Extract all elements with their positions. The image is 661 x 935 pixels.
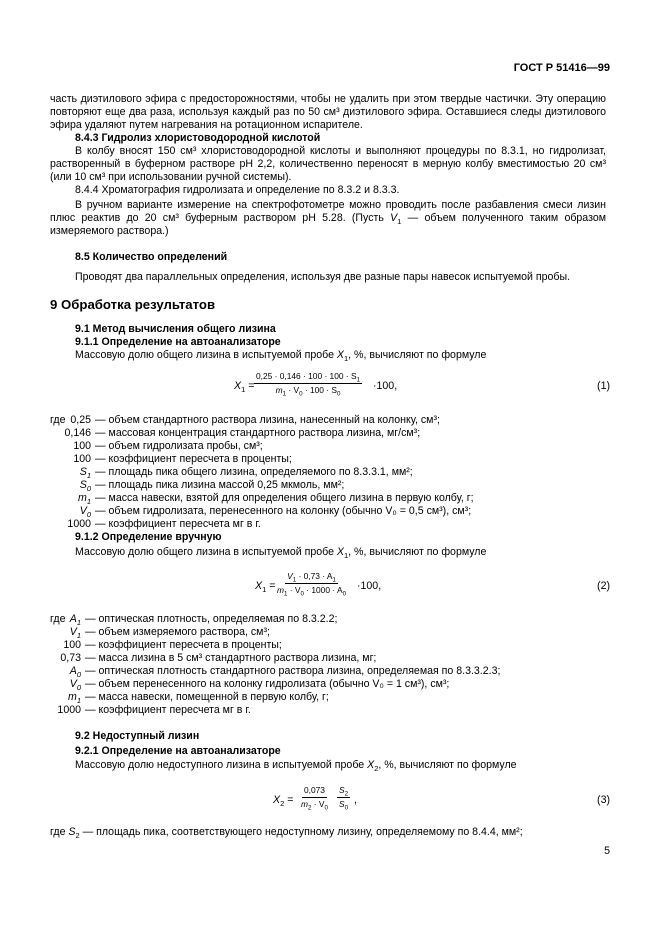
def-symbol: $m_1$	[68, 691, 81, 706]
section-9-2-1-intro: Массовую долю недоступного лизина в испытуемой пробе $X_2$, %, вычисляют по формуле	[75, 759, 517, 774]
def-symbol: $A_1$	[69, 613, 81, 628]
formula-3-fraction-b: $\frac{S_2}{S_0}$	[339, 785, 349, 812]
section-8-4-4-paragraph: 8.4.4 Хроматография гидролизата и определение по 8.3.2 и 8.3.3.	[75, 184, 400, 196]
def-text: — коэффициент пересчета в проценты;	[95, 453, 292, 465]
formula-1-lhs: $X_1$ =	[234, 380, 255, 395]
def-text: — массовая концентрация стандартного раствора лизина, мг/см³;	[95, 427, 421, 439]
formula-3-lhs: $X_2$ =	[273, 794, 294, 809]
def-text: — оптическая плотность стандартного раствора лизина, определяемая по 8.3.3.2.3;	[85, 665, 501, 677]
def-text: — площадь пика лизина массой 0,25 мкмоль, мм²;	[95, 479, 345, 491]
section-9-2-heading: 9.2 Недоступный лизин	[75, 730, 200, 742]
def-symbol: $m_1$	[78, 492, 91, 507]
def-text: — площадь пика общего лизина, определяемого по 8.3.3.1, мм²;	[95, 466, 413, 478]
def-text: — оптическая плотность, определяемая по 8.3.2.2;	[85, 613, 338, 625]
def-symbol: $A_0$	[69, 665, 81, 680]
def-text: — объем гидролизата, перенесенного на колонку (обычно V₀ = 0,5 см³), см³;	[95, 505, 472, 517]
def-text: — масса лизина в 5 см³ стандартного раствора лизина, мг;	[85, 652, 377, 664]
section-9-1-heading: 9.1 Метод вычисления общего лизина	[75, 323, 276, 335]
where-label-1: где	[50, 414, 66, 426]
def-text: — масса навески, взятой для определения общего лизина в первую колбу, г;	[95, 492, 474, 504]
def-symbol: 1000	[57, 704, 81, 716]
def-symbol: $V_0$	[79, 505, 91, 520]
def-symbol: $S_0$	[79, 479, 91, 494]
def-symbol: 0,25	[70, 414, 91, 426]
formula-1-number: (1)	[597, 380, 610, 392]
section-9-1-2-heading: 9.1.2 Определение вручную	[75, 531, 222, 543]
formula-2-lhs: $X_1$ =	[255, 580, 276, 595]
document-code: ГОСТ Р 51416—99	[513, 62, 610, 74]
section-9-1-1-intro: Массовую долю общего лизина в испытуемой пробе $X_1$, %, вычисляют по формуле	[75, 349, 487, 364]
def-text: — объем стандартного раствора лизина, нанесенный на колонку, см³;	[95, 414, 440, 426]
where-definition-3: где $S_2$ — площадь пика, соответствующего недоступному лизину, определяемому по 8.4.4, мм²;	[50, 826, 523, 841]
formula-2-number: (2)	[597, 580, 610, 592]
manual-variant-paragraph: В ручном варианте измерение на спектрофотометре можно проводить после разбавления смеси лизин плюс реактив до 20 см³ буферным раствором рН 5.28. (Пусть $V_1$ — объем полученного таким образом измеряемого раствора.)	[50, 199, 606, 237]
def-symbol: 100	[73, 453, 91, 465]
section-9-1-2-intro: Массовую долю общего лизина в испытуемой пробе $X_1$, %, вычисляют по формуле	[75, 546, 487, 561]
section-8-4-3-heading: 8.4.3 Гидролиз хлористоводородной кислотой	[75, 132, 321, 144]
def-symbol: 0,146	[64, 427, 91, 439]
def-symbol: 100	[63, 639, 81, 651]
def-text: — объем гидролизата пробы, см³;	[95, 440, 263, 452]
def-text: — коэффициент пересчета мг в г.	[95, 518, 261, 530]
def-text: — коэффициент пересчета мг в г.	[85, 704, 251, 716]
formula-1-tail: ·100,	[373, 380, 398, 392]
intro-paragraph: часть диэтилового эфира с предосторожностями, чтобы не удалить при этом твердые частички. Эту операцию повторяют еще два раза, используя каждый раз по 50 см³ диэтилового эфира. Оставшиеся следы диэтилового эфира удаляют путем нагревания на ротационном испарителе.	[50, 93, 606, 131]
def-symbol: 0,73	[60, 652, 81, 664]
formula-1-fraction: $\frac{0,25 \cdot 0,146 \cdot 100 \cdot 100 \cdot S_1}{m_1 \cdot V_0 \cdot 100 \cdot S_0}$	[256, 371, 361, 398]
formula-3-fraction-a: $\frac{0,073}{m_2 \cdot V_0}$	[301, 785, 328, 812]
formula-3-tail: ,	[354, 794, 357, 806]
def-symbol: 1000	[67, 518, 91, 530]
section-8-5-heading: 8.5 Количество определений	[75, 251, 228, 263]
def-symbol: $V_1$	[69, 626, 81, 641]
page-number: 5	[604, 845, 610, 857]
formula-2-tail: ·100,	[357, 580, 382, 592]
section-9-1-1-heading: 9.1.1 Определение на автоанализаторе	[75, 336, 281, 348]
def-symbol: $S_1$	[79, 466, 91, 481]
def-symbol: 100	[73, 440, 91, 452]
formula-2-fraction: $\frac{V_1 \cdot 0,73 \cdot A_1}{m_1 \cdot V_0 \cdot 1000 \cdot A_0}$	[277, 571, 347, 598]
def-text: — коэффициент пересчета в проценты;	[85, 639, 282, 651]
def-text: — объем измеряемого раствора, см³;	[85, 626, 270, 638]
where-label-2: где	[50, 613, 66, 625]
def-symbol: $V_0$	[69, 678, 81, 693]
def-text: — масса навески, помещенной в первую колбу, г;	[85, 691, 329, 703]
section-8-4-3-paragraph: В колбу вносят 150 см³ хлористоводородной кислоты и выполняют процедуры по 8.3.1, но гидролизат, растворенный в буферном растворе рН 2,2, количественно переносят в мерную колбу вместимостью 20 см³ (или 10 см³ при использовании ручной системы).	[50, 145, 606, 183]
section-9-2-1-heading: 9.2.1 Определение на автоанализаторе	[75, 745, 281, 757]
formula-3-number: (3)	[597, 794, 610, 806]
section-8-5-paragraph: Проводят два параллельных определения, используя две разные пары навесок испытуемой пробы.	[75, 271, 571, 283]
def-text: — объем перенесенного на колонку гидролизата (обычно V₀ = 1 см³), см³;	[85, 678, 450, 690]
section-9-heading: 9 Обработка результатов	[50, 297, 216, 312]
